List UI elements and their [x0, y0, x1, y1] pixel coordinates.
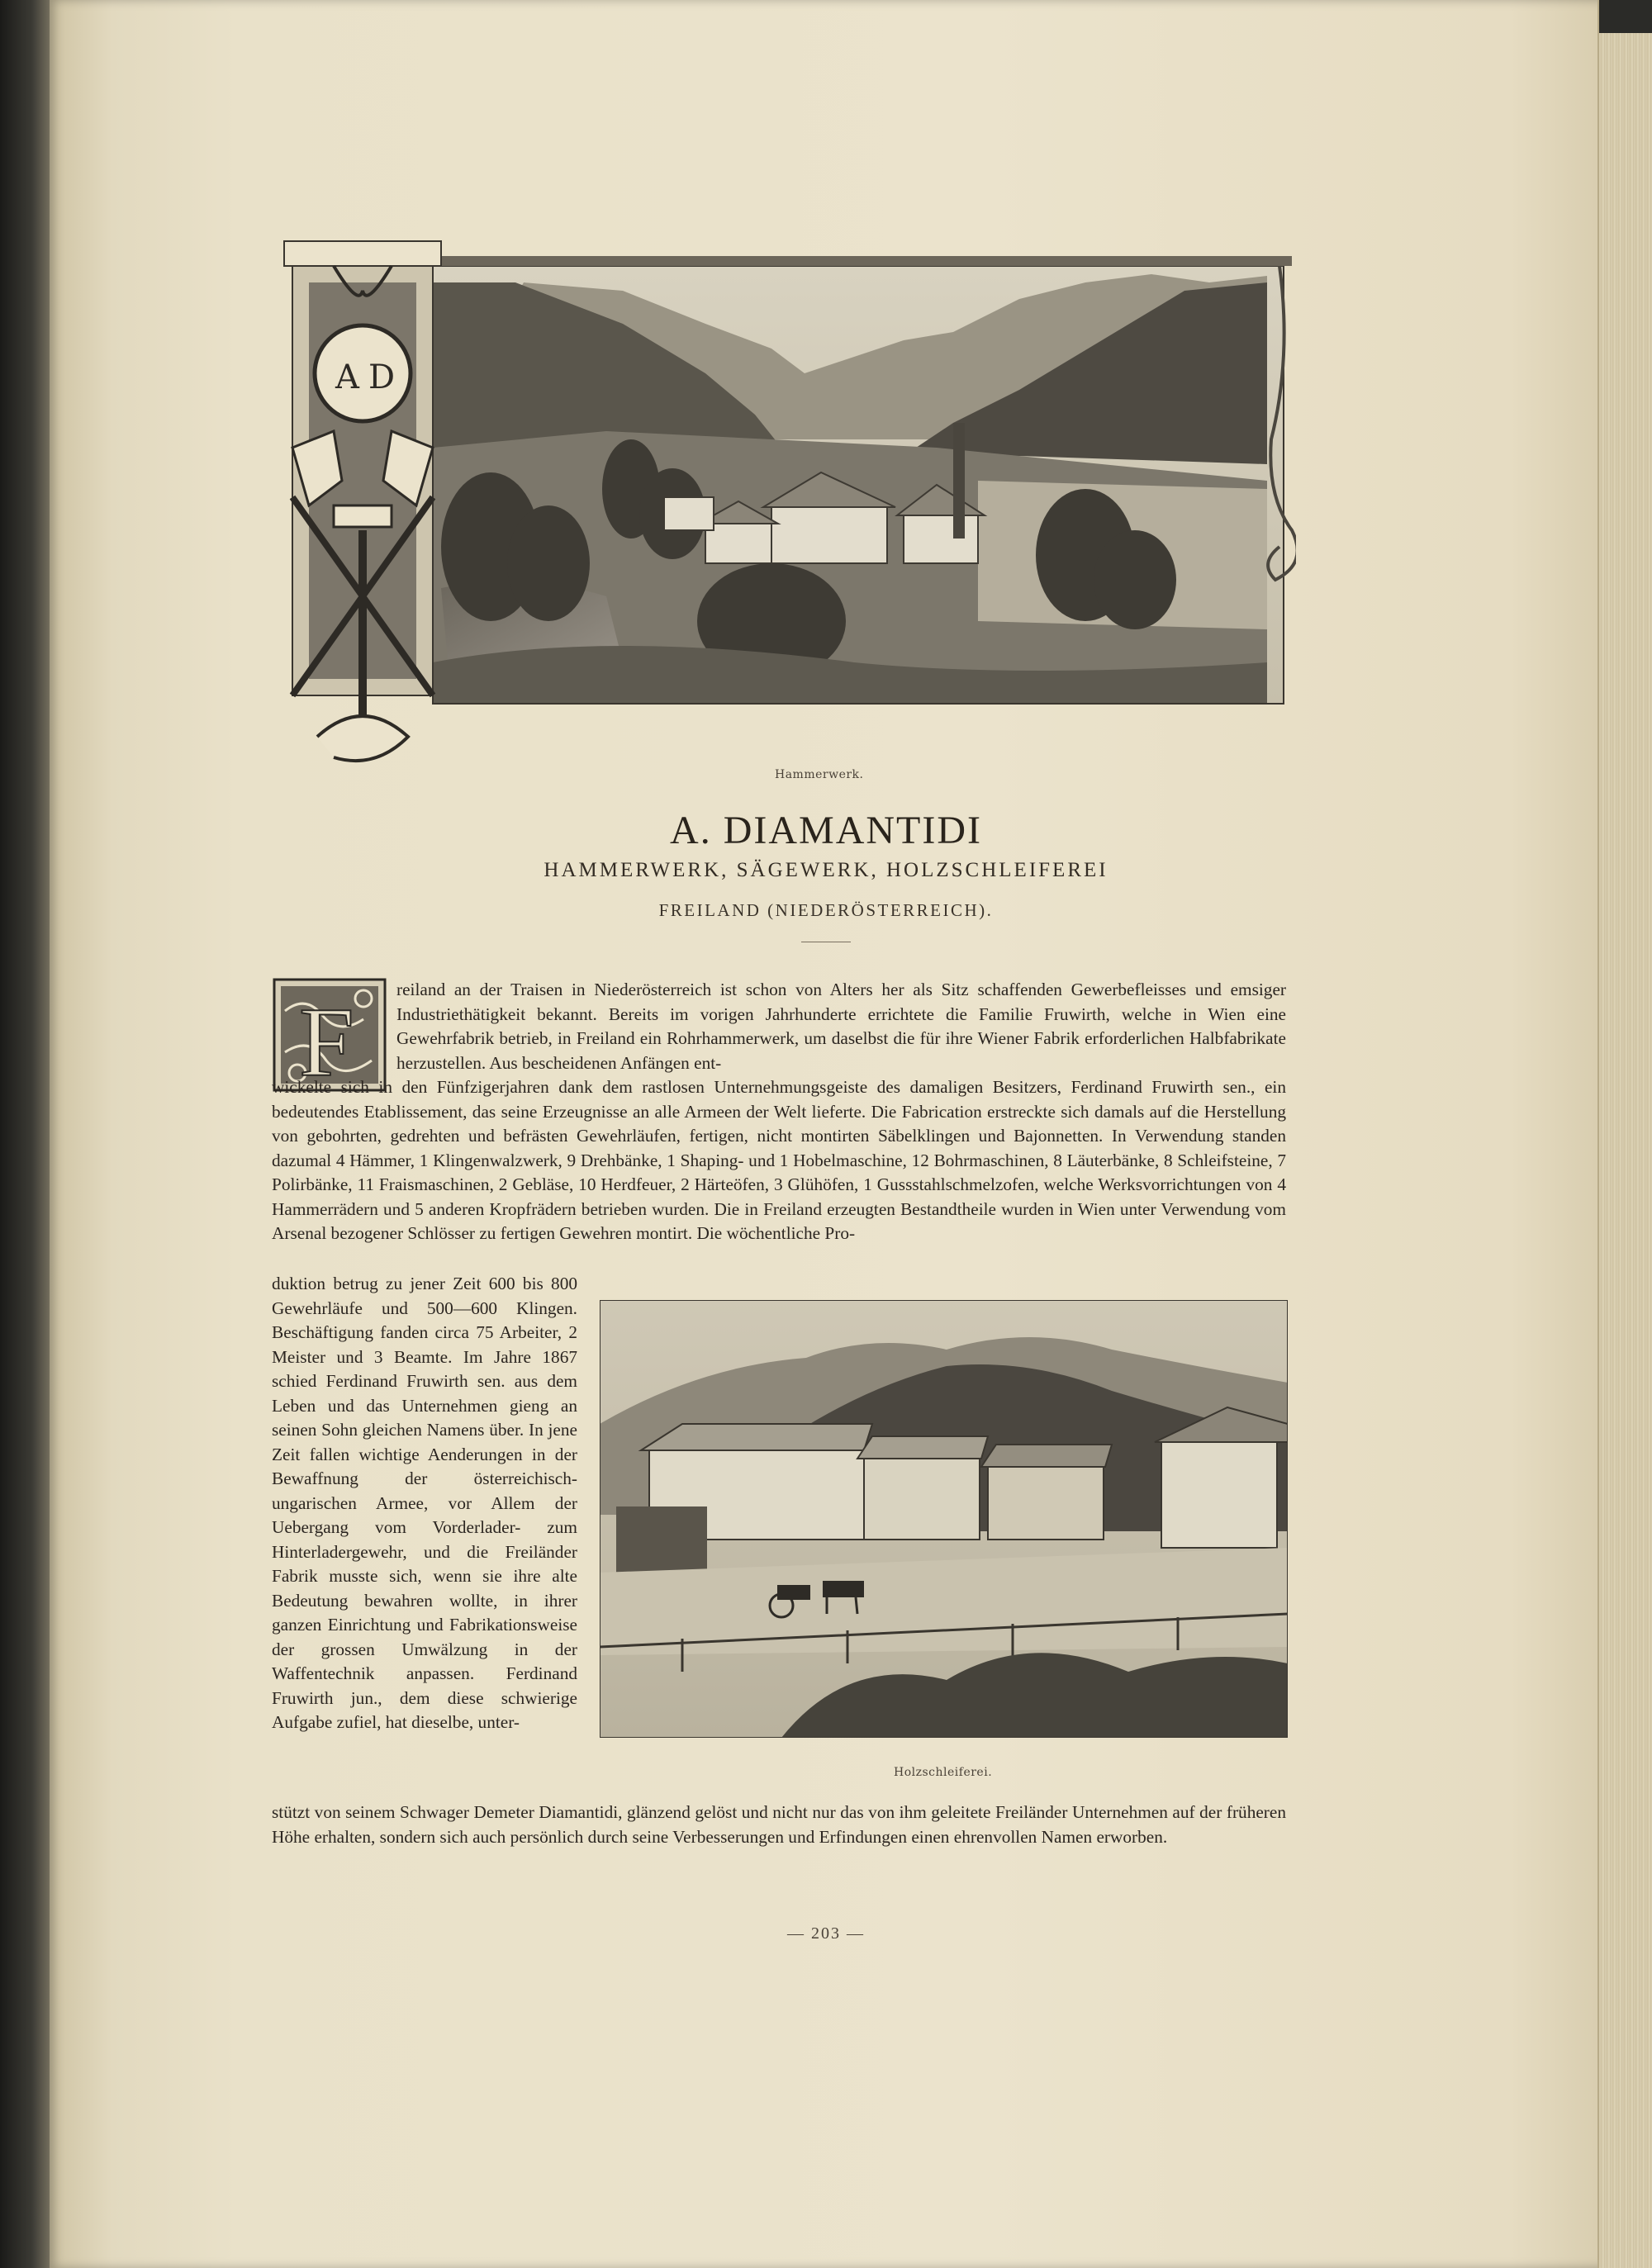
hammerwerk-caption: Hammerwerk.	[775, 768, 864, 781]
holzschleiferei-illustration	[600, 1300, 1288, 1738]
holzschleiferei-caption: Holzschleiferei.	[894, 1766, 993, 1779]
monogram-letter-d: D	[368, 358, 396, 396]
page-subtitle: HAMMERWERK, SÄGEWERK, HOLZSCHLEIFEREI	[544, 859, 1108, 881]
page-title: A. DIAMANTIDI	[670, 809, 982, 852]
paragraph-column: duktion betrug zu jener Zeit 600 bis 800 Gewehrläufe und 500—600 Klingen. Beschäftigung fanden circa 75 Arbeiter, 2 Meister und 3 Beamte. Im Jahre 1867 schied Ferdinand Fruwirth sen. aus dem Leben und das Unternehmen gieng an seinen Sohn gleichen Namens über. In jene Zeit fallen wichtige Aenderungen in der Bewaffnung der österreichisch-ungarischen Armee, vor Allem der Uebergang vom Vorderlader- zum Hinterladergewehr, und die Freiländer Fabrik musste sich, wenn sie ihre alte Bedeutung bewahren wollte, in ihrer ganzen Einrichtung und Fabrikationsweise der grossen Umwälzung in der Waffentechnik anpassen. Ferdinand Fruwirth jun., dem diese schwierige Aufgabe zufiel, hat dieselbe, unter-	[272, 1274, 577, 1732]
paragraph-closing: stützt von seinem Schwager Demeter Diamantidi, glänzend gelöst und nicht nur das von ihm geleitete Freiländer Unternehmen auf der früheren Höhe erhalten, sondern sich auch persönlich durch seine Verbesserungen und Erfindungen einen ehrenvollen Namen erworben.	[272, 1802, 1286, 1847]
paragraph-intro: reiland an der Traisen in Niederösterreich ist schon von Alters her als Sitz schaffenden Gewerbefleisses und emsiger Industriethätigkeit bekannt. Bereits im vorigen Jahrhunderte errichtete die Familie Fruwirth, welche in Wien eine Gewehrfabrik betrieb, in Freiland ein Rohrhammerwerk, um daselbst die für ihre Wiener Fabrik erforderlichen Halbfabrikate herzustellen. Aus bescheidenen Anfängen ent-	[396, 980, 1286, 1073]
hammerwerk-illustration	[276, 233, 1296, 778]
cover-corner	[1599, 0, 1652, 33]
page-number: — 203 —	[787, 1924, 865, 1943]
monogram-letter-a: A	[335, 358, 359, 396]
paragraph-history: wickelte sich in den Fünfzigerjahren dank dem rastlosen Unternehmungsgeiste des damaligen Besitzers, Ferdinand Fruwirth sen., ein bedeutendes Etablissement, das seine Erzeugnisse an alle Armeen der Welt lieferte. Die Fabrication erstreckte sich damals auf die Herstellung von gebohrten, gedrehten und befrästen Gewehrläufen, fertigen, nicht montirten Säbelklingen und Bajonnetten. In Verwendung standen dazumal 4 Hämmer, 1 Klingenwalzwerk, 9 Drehbänke, 1 Shaping- und 1 Hobelmaschine, 12 Bohrmaschinen, 8 Läuterbänke, 8 Schleifsteine, 7 Polirbänke, 11 Fraismaschinen, 2 Gebläse, 10 Herdfeuer, 2 Härteöfen, 3 Glühöfen, 1 Gussstahlschmelzofen, welche Werksvorrichtungen von 4 Hammerrädern und 5 anderen Kropfrädern betrieben wurden. Die in Freiland erzeugten Bestandtheile wurden in Wien unter Verwendung vom Arsenal bezogener Schlösser zu fertigen Gewehren montirt. Die wöchentliche Pro-	[272, 1077, 1286, 1243]
location-line: FREILAND (NIEDERÖSTERREICH).	[658, 900, 994, 920]
drop-cap-letter: F	[299, 987, 354, 1092]
